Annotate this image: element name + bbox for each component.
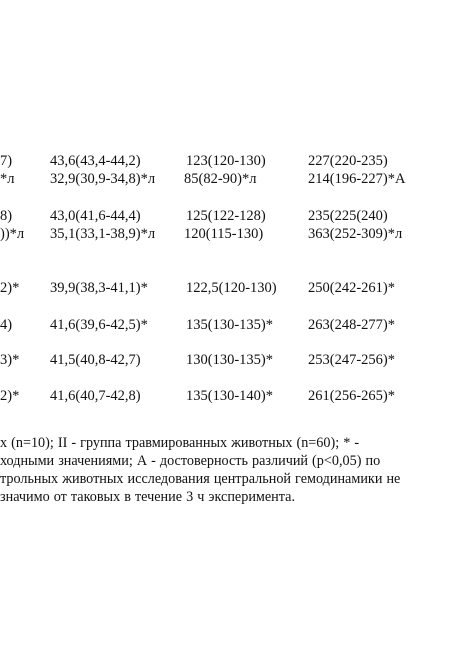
- footnote-line: трольных животных исследования центральной гемодинамики не: [0, 471, 401, 487]
- table-cell: 2)*: [0, 388, 20, 404]
- table-cell: 227(220-235): [308, 153, 388, 169]
- table-cell: 41,5(40,8-42,7): [50, 352, 141, 368]
- table-cell: 261(256-265)*: [308, 388, 395, 404]
- table-cell: 32,9(30,9-34,8)*л: [50, 171, 156, 187]
- table-cell: 43,0(41,6-44,4): [50, 208, 141, 224]
- footnote-line: ходными значениями; А - достоверность различий (p<0,05) по: [0, 453, 381, 469]
- table-cell: 250(242-261)*: [308, 280, 395, 296]
- table-cell: 135(130-135)*: [186, 317, 273, 333]
- table-cell: 43,6(43,4-44,2): [50, 153, 141, 169]
- table-cell: 2)*: [0, 280, 20, 296]
- footnote-line: х (n=10); II - группа травмированных животных (n=60); * -: [0, 435, 360, 451]
- table-cell: 235(225(240): [308, 208, 388, 224]
- table-cell: 85(82-90)*л: [184, 171, 257, 187]
- table-cell: 4): [0, 317, 13, 333]
- table-cell: 3)*: [0, 352, 20, 368]
- table-cell: 125(122-128): [186, 208, 266, 224]
- table-cell: 41,6(39,6-42,5)*: [50, 317, 148, 333]
- table-cell: 122,5(120-130): [186, 280, 277, 296]
- table-cell: 263(248-277)*: [308, 317, 395, 333]
- table-cell: 8): [0, 208, 13, 224]
- table-cell: 39,9(38,3-41,1)*: [50, 280, 148, 296]
- table-cell: 214(196-227)*А: [308, 171, 406, 187]
- table-cell: 253(247-256)*: [308, 352, 395, 368]
- table-cell: 35,1(33,1-38,9)*л: [50, 226, 156, 242]
- table-cell: 120(115-130): [184, 226, 264, 242]
- table-cell: 135(130-140)*: [186, 388, 273, 404]
- table-cell: 363(252-309)*л: [308, 226, 403, 242]
- table-cell: 7): [0, 153, 13, 169]
- table-cell: 123(120-130): [186, 153, 266, 169]
- table-cell: 130(130-135)*: [186, 352, 273, 368]
- table-cell: 41,6(40,7-42,8): [50, 388, 141, 404]
- footnote-line: значимо от таковых в течение 3 ч эксперимента.: [0, 489, 295, 505]
- table-cell: *л: [0, 171, 15, 187]
- table-cell: ))*л: [0, 226, 25, 242]
